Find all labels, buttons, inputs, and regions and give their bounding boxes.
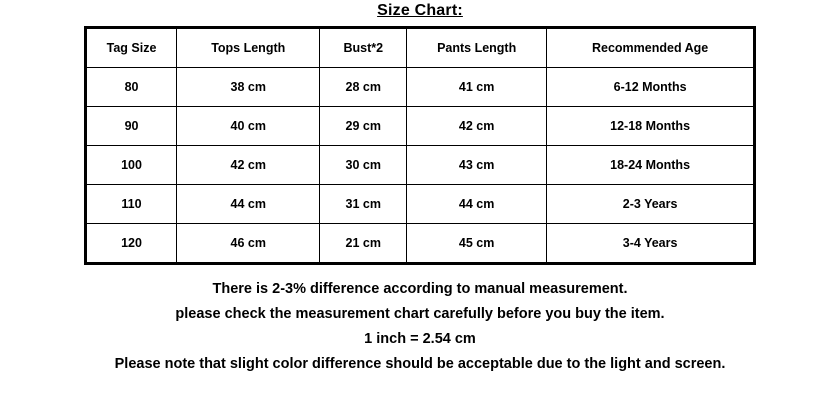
cell-bust: 21 cm <box>320 224 407 263</box>
cell-pants-length: 41 cm <box>407 68 547 107</box>
page-title: Size Chart: <box>377 2 463 19</box>
cell-pants-length: 44 cm <box>407 185 547 224</box>
table-header-row <box>87 29 754 68</box>
note-measurement-difference: There is 2-3% difference according to manual measurement. <box>212 281 628 297</box>
cell-pants-length: 45 cm <box>407 224 547 263</box>
cell-tag-size: 100 <box>87 146 177 185</box>
table-row <box>87 107 754 146</box>
note-color-difference: Please note that slight color difference should be acceptable due to the light and screen. <box>114 356 726 373</box>
cell-bust: 29 cm <box>320 107 407 146</box>
note-check-chart: please check the measurement chart carefully before you buy the item. <box>175 306 665 323</box>
note-inch-conversion: 1 inch = 2.54 cm <box>364 331 476 348</box>
cell-tops-length: 42 cm <box>177 146 320 185</box>
table-row <box>87 146 754 185</box>
cell-tag-size: 90 <box>87 107 177 146</box>
cell-bust: 28 cm <box>320 68 407 107</box>
column-header-tops-length: Tops Length <box>177 29 320 68</box>
cell-pants-length: 42 cm <box>407 107 547 146</box>
cell-tag-size: 110 <box>87 185 177 224</box>
table-body <box>87 68 754 263</box>
cell-recommended-age: 2-3 Years <box>547 185 754 224</box>
cell-recommended-age: 6-12 Months <box>547 68 754 107</box>
cell-tag-size: 80 <box>87 68 177 107</box>
table-header <box>87 29 754 68</box>
column-header-pants-length: Pants Length <box>407 29 547 68</box>
cell-tops-length: 38 cm <box>177 68 320 107</box>
cell-recommended-age: 12-18 Months <box>547 107 754 146</box>
cell-bust: 31 cm <box>320 185 407 224</box>
size-chart-table <box>86 28 754 263</box>
column-header-bust: Bust*2 <box>320 29 407 68</box>
cell-tag-size: 120 <box>87 224 177 263</box>
table-row <box>87 185 754 224</box>
cell-tops-length: 44 cm <box>177 185 320 224</box>
cell-recommended-age: 3-4 Years <box>547 224 754 263</box>
table-row <box>87 68 754 107</box>
cell-recommended-age: 18-24 Months <box>547 146 754 185</box>
cell-tops-length: 40 cm <box>177 107 320 146</box>
cell-tops-length: 46 cm <box>177 224 320 263</box>
cell-pants-length: 43 cm <box>407 146 547 185</box>
column-header-recommended-age: Recommended Age <box>547 29 754 68</box>
notes-section <box>0 279 840 375</box>
cell-bust: 30 cm <box>320 146 407 185</box>
table-row <box>87 224 754 263</box>
size-chart-table-container <box>84 26 756 265</box>
column-header-tag-size: Tag Size <box>87 29 177 68</box>
